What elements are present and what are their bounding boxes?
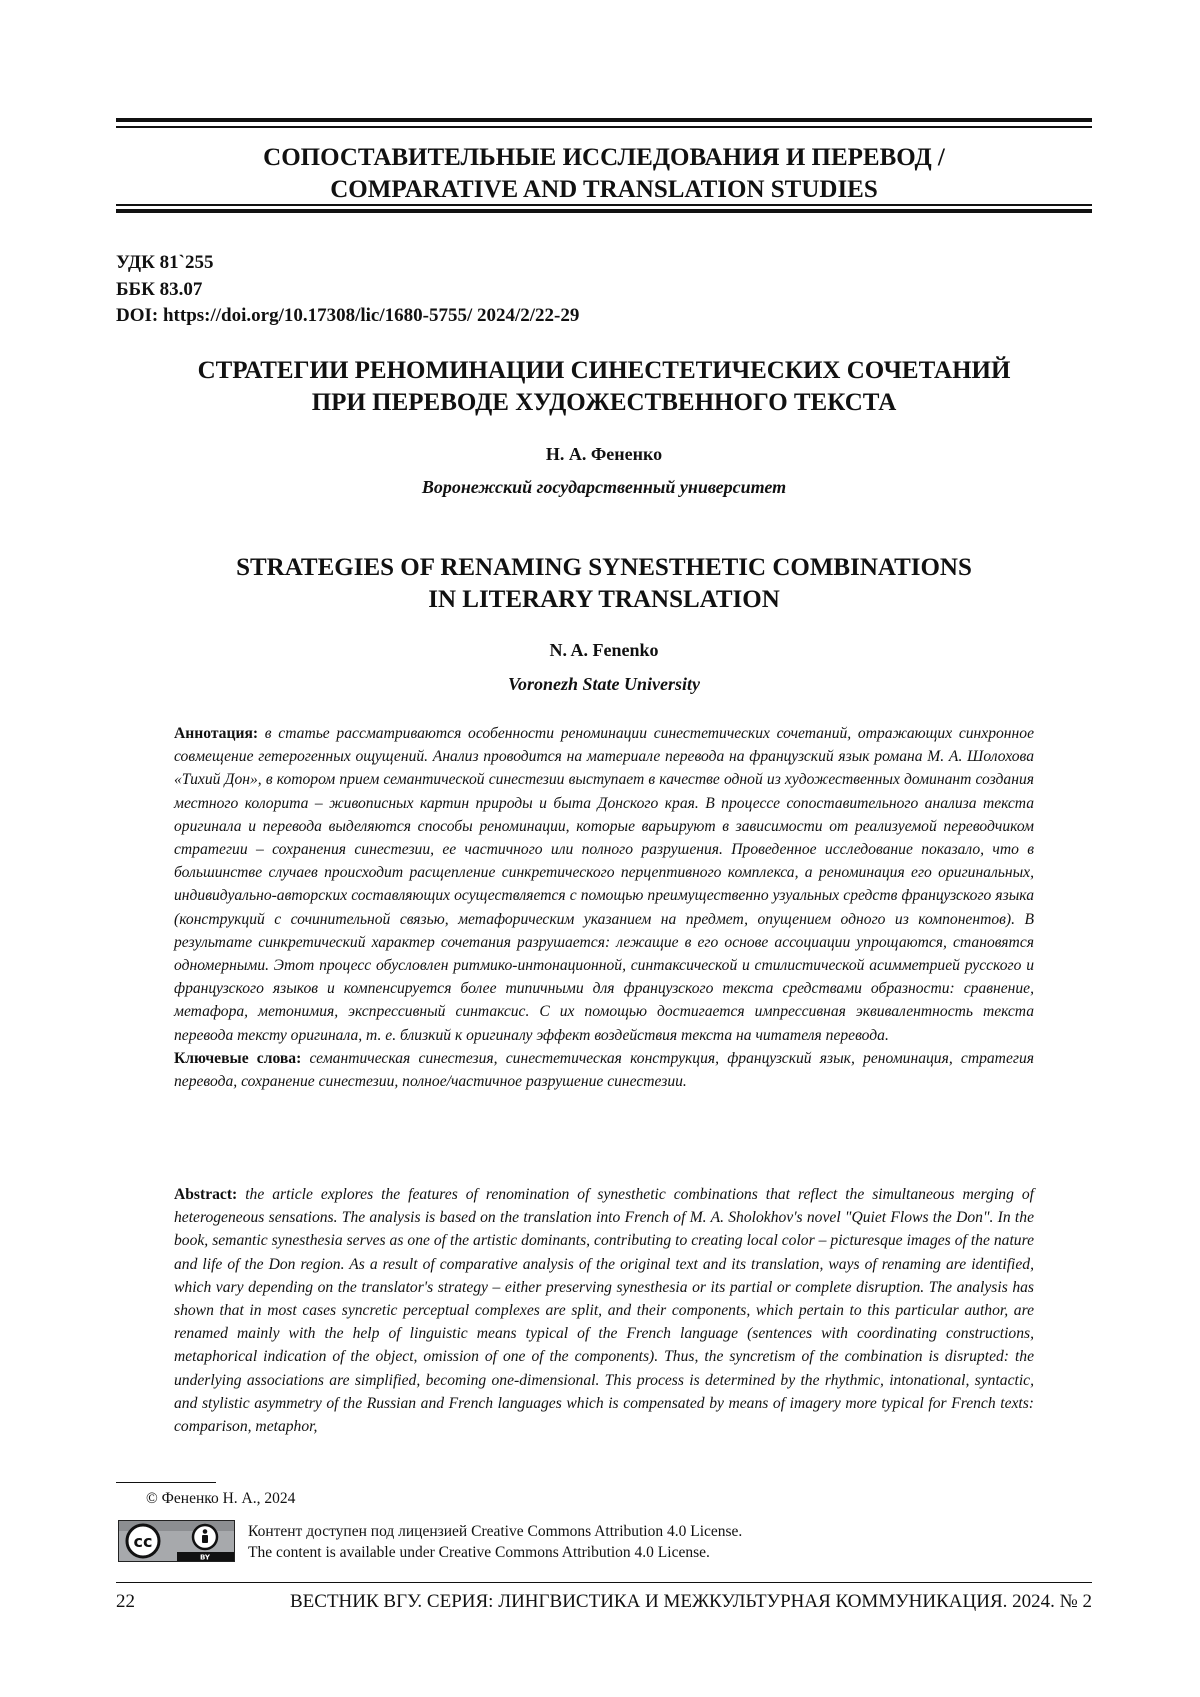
license-ru: Контент доступен под лицензией Creative Commons Attribution 4.0 License. (248, 1523, 743, 1540)
title-en-line-2: IN LITERARY TRANSLATION (428, 586, 780, 613)
annotation-label: Аннотация: (174, 725, 259, 742)
doi-link[interactable]: DOI: https://doi.org/10.17308/lic/1680-5755/ 2024/2/22-29 (116, 305, 580, 326)
attribution-person-icon (193, 1525, 217, 1549)
affiliation-en: Voronezh State University (507, 674, 701, 694)
copyright-notice: © Фененко Н. А., 2024 (146, 1490, 296, 1507)
cc-by-license-badge[interactable] (118, 1520, 235, 1562)
annotation-text: в статье рассматриваются особенности реноминации синестетических сочетаний, отражающих синхронное совмещение гетерогенных ощущений. Анализ проводится на материале перевода на французский язык романа М. А. Шолохова «Тихий Дон», в котором прием семантической синестезии выступает в качестве одной из художественных доминант создания местного колорита – живописных картин природы и быта Донского края. В процессе сопоставительного анализа текста оригинала и перевода выделяются способы реноминации, которые варьируют в зависимости от реализуемой переводчиком стратегии – сохранения синестезии, ее частичного или полного разрушения. Проведенное исследование показало, что в большинстве случаев происходит расщепление синкретического перцептивного комплекса, а реноминация его оригинальных, индивидуально-авторских составляющих осуществляется с помощью преимущественно узуальных средств французского языка (конструкций с сочинительной связью, метафорическим указанием на предмет, опущением одного из компонентов). В результате синкретический характер сочетания разрушается: лежащие в его основе ассоциации упрощаются, становятся одномерными. Этот процесс обусловлен ритмико-интонационной, синтаксической и стилистической асимметрией русского и французского языков и компенсируется более типичными для французского текста средствами образности: сравнение, метафора, метонимия, экспрессивный синтаксис. С их помощью достигается импрессивная эквивалентность текста перевода тексту оригинала, т. е. близкий к оригиналу эффект воздействия текста на читателя перевода. (174, 725, 1034, 1044)
header-rule-top-thin (116, 126, 1092, 128)
header-rule-bottom-thin (116, 204, 1092, 206)
cc-icon-label: cc (133, 1532, 153, 1551)
header-rule-bottom-thick (116, 209, 1092, 213)
header-rule-top-thick (116, 118, 1092, 122)
journal-page (116, 0, 1092, 1697)
keywords-text: семантическая синестезия, синестетическая конструкция, французский язык, реноминация, стратегия перевода, сохранение синестезии, полное/частичное разрушение синестезии. (174, 1049, 1034, 1091)
udc-code: УДК 81`255 (116, 252, 214, 273)
footnote-divider (116, 1482, 216, 1483)
abstract-label: Abstract: (174, 1186, 238, 1203)
journal-running-footer: ВЕСТНИК ВГУ. СЕРИЯ: ЛИНГВИСТИКА И МЕЖКУЛЬТУРНАЯ КОММУНИКАЦИЯ. 2024. № 2 (290, 1591, 1092, 1612)
page-number: 22 (116, 1591, 135, 1612)
article-title-en (116, 552, 1092, 616)
author-ru: Н. А. Фененко (545, 444, 663, 464)
annotation-ru (174, 722, 1034, 1093)
footer-divider (116, 1582, 1092, 1583)
affiliation-ru: Воронежский государственный университет (421, 477, 787, 497)
license-text (248, 1521, 742, 1563)
title-ru-line-2: ПРИ ПЕРЕВОДЕ ХУДОЖЕСТВЕННОГО ТЕКСТА (311, 389, 897, 416)
abstract-en (174, 1183, 1034, 1438)
license-en: The content is available under Creative Commons Attribution 4.0 License. (248, 1544, 710, 1561)
abstract-text: the article explores the features of renomination of synesthetic combinations that reflect the simultaneous merging of heterogeneous sensations. The analysis is based on the translation into French of M. A. Sholokhov's novel "Quiet Flows the Don". In the book, semantic synesthesia serves as one of the artistic dominants, contributing to creating local color – picturesque images of the nature and life of the Don region. As a result of comparative analysis of the original text and its translation, ways of renaming are identified, which vary depending on the translator's strategy – either preserving synesthesia or its partial or complete disruption. The analysis has shown that in most cases syncretic perceptual complexes are split, and their components, which pertain to this particular author, are renamed mainly with the help of linguistic means typical of the French language (sentences with coordinating constructions, metaphorical indication of the object, omission of one of the components). Thus, the syncretism of the combination is disrupted: the underlying associations are simplified, becoming one-dimensional. This process is determined by the rhythmic, intonational, syntactic, and stylistic asymmetry of the Russian and French languages which is compensated by means of imagery more typical for French texts: comparison, metaphor, (174, 1186, 1034, 1436)
bbk-code: ББК 83.07 (116, 278, 203, 300)
keywords-paragraph (174, 1047, 1034, 1093)
cc-icon (127, 1525, 159, 1557)
title-ru-line-1: СТРАТЕГИИ РЕНОМИНАЦИИ СИНЕСТЕТИЧЕСКИХ СОЧЕТАНИЙ (197, 357, 1011, 384)
section-heading-ru: СОПОСТАВИТЕЛЬНЫЕ ИССЛЕДОВАНИЯ И ПЕРЕВОД / (263, 144, 945, 171)
annotation-paragraph (174, 722, 1034, 1047)
keywords-label: Ключевые слова: (174, 1049, 302, 1067)
title-en-line-1: STRATEGIES OF RENAMING SYNESTHETIC COMBINATIONS (236, 554, 972, 581)
section-heading (116, 142, 1092, 206)
article-identifiers (116, 250, 579, 330)
author-en: N. A. Fenenko (549, 640, 659, 660)
article-title-ru (116, 355, 1092, 419)
section-heading-en: COMPARATIVE AND TRANSLATION STUDIES (330, 176, 878, 203)
by-label: BY (199, 1553, 211, 1561)
